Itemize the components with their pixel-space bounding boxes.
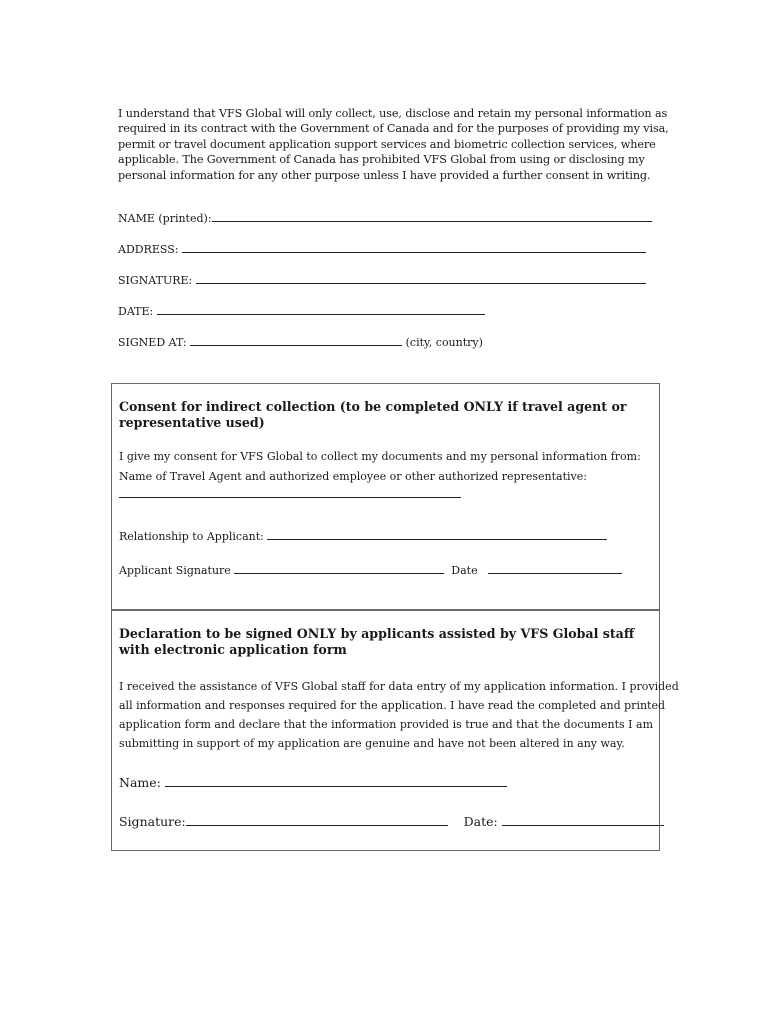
travel-agent-line: Name of Travel Agent and authorized employee or other authorized representative: <box>119 470 587 483</box>
name-printed-field <box>118 210 652 225</box>
relationship-blank[interactable] <box>267 528 607 540</box>
address-label: ADDRESS: <box>118 243 179 256</box>
declaration-section <box>111 609 679 851</box>
declaration-name-field <box>119 775 507 790</box>
signature-label: SIGNATURE: <box>118 274 193 287</box>
declaration-line: I received the assistance of VFS Global staff for data entry of my application information. I provided <box>119 680 679 693</box>
relationship-label: Relationship to Applicant: <box>119 530 264 543</box>
indirect-consent-line: I give my consent for VFS Global to collect my documents and my personal information from: <box>119 450 641 463</box>
applicant-signature-blank[interactable] <box>234 562 444 574</box>
applicant-signature-label: Applicant Signature <box>119 564 231 577</box>
name-printed-label: NAME (printed): <box>118 212 212 225</box>
signed-at-field <box>118 334 483 349</box>
declaration-name-blank[interactable] <box>165 775 507 787</box>
privacy-consent-paragraph: I understand that VFS Global will only collect, use, disclose and retain my personal information as required in its contract with the Government of Canada and for the purposes of providing my visa, permit or travel document application support services and biometric collection services, where applicable. The Government of Canada has prohibited VFS Global from using or disclosing my personal information for any other purpose unless I have provided a further consent in writing. <box>118 107 669 182</box>
travel-agent-field <box>119 486 461 501</box>
address-blank[interactable] <box>182 241 646 253</box>
declaration-signature-field <box>119 814 664 829</box>
declaration-line: all information and responses required for the application. I have read the completed and printed <box>119 699 666 712</box>
declaration-signature-blank[interactable] <box>186 814 448 826</box>
date-label: DATE: <box>118 305 154 318</box>
address-field <box>118 241 646 256</box>
indirect-consent-title: Consent for indirect collection (to be completed ONLY if travel agent or representative used) <box>119 399 627 430</box>
declaration-date-label: Date: <box>463 814 498 829</box>
declaration-line: application form and declare that the information provided is true and that the documents I am <box>119 718 653 731</box>
applicant-date-label: Date <box>451 564 478 577</box>
declaration-signature-label: Signature: <box>119 814 186 829</box>
travel-agent-blank[interactable] <box>119 486 461 498</box>
signature-field <box>118 272 646 287</box>
declaration-date-blank[interactable] <box>502 814 664 826</box>
signature-blank[interactable] <box>196 272 646 284</box>
indirect-consent-section <box>111 383 660 611</box>
signed-at-blank[interactable] <box>190 334 402 346</box>
declaration-title: Declaration to be signed ONLY by applicants assisted by VFS Global staff with electronic application form <box>119 626 635 657</box>
applicant-date-blank[interactable] <box>488 562 622 574</box>
name-printed-blank[interactable] <box>212 210 652 222</box>
declaration-name-label: Name: <box>119 775 161 790</box>
applicant-signature-field <box>119 562 622 577</box>
signed-at-label: SIGNED AT: <box>118 336 187 349</box>
relationship-field <box>119 528 607 543</box>
date-blank[interactable] <box>157 303 485 315</box>
signed-at-suffix: (city, country) <box>405 336 483 349</box>
date-field <box>118 303 485 318</box>
declaration-line: submitting in support of my application are genuine and have not been altered in any way. <box>119 737 625 750</box>
